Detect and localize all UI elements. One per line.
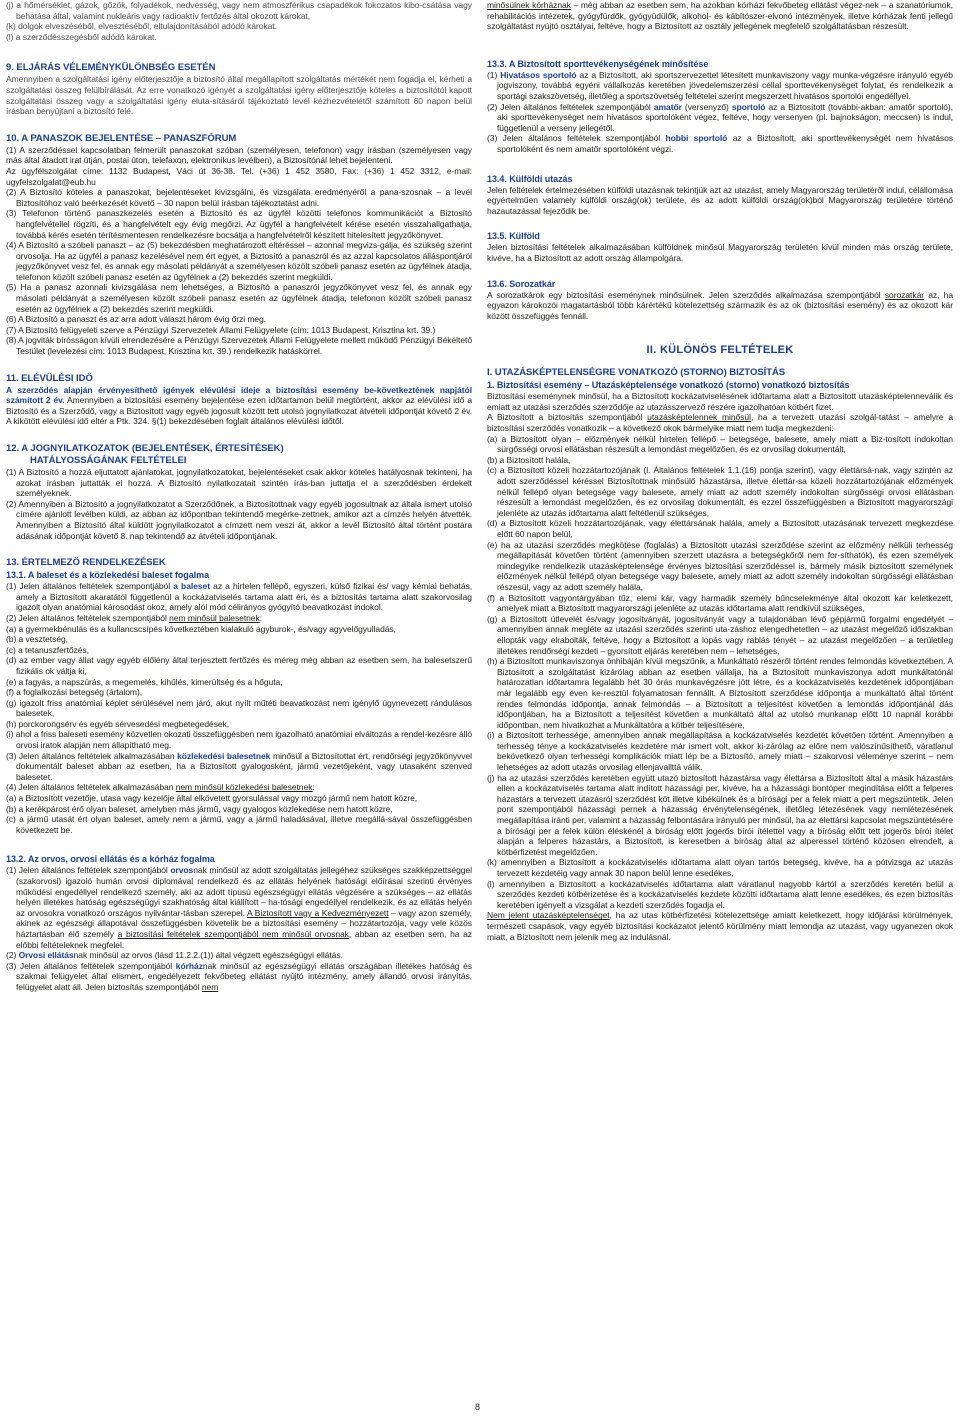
part-2-heading: II. KÜLÖNÖS FELTÉTELEK (646, 344, 794, 357)
storno-reason-c: (c) a Biztosított közeli hozzátartozójának (l. Általános feltételek 1.1.(16) pontja szerint), vagy élettársá-nak, vagy szintén az adott szerződéssel kéréssel Biztosítottnak minősülő házastársa, illetve élettár-sa közeli hozzátartozójának előzmények nélkül fellépő olyan betegsége vagy balesete, amely miatt az adott személy indokoltan sürgősségi orvosi ellátásban részesült a lemondást megelőzően, és ez orvosilag dokumentált, és ezzel összefüggésben a Biztosított magyarországi jelenléte az utazás időtartama alatt feltétlenül szükséges, (487, 465, 953, 518)
hospital-definition: (3) Jelen általános feltételek szempontjából kórháznak minősül az egészségügyi ellátás országában illetékes hatóság és szakmai felügyelet által elismert, engedélyezett fekvőbeteg ellátást nyújtó intézmény, amely állandó orvosi irányítás, felügyelet alatt áll. Jelen biztosítás szempontjából nem (6, 960, 472, 992)
section-11-text: A szerződés alapján érvényesíthető igények elévülési ideje a biztosítási esemény be-következtének napjától számított 2 év. Amennyiben a biztosítási esemény bejelentése ezen időtartamon belül megtörtént, akkor az elévülési idő a Biztosító és a Szerződő, vagy a Biztosított vagy egyéb jogosult között tett utolsó jognyilatkozat átvételi időpontját követő 2 év. A kikötött elévülési idő eltér a Ptk. 324. §(1) bekezdésében foglalt általános elévülési időtől. (6, 384, 472, 427)
storno-reason-j: (j) ha az utazási szerződés keretében együtt utazó biztosított házastársa vagy élettársa a Biztosított által a másik házastárs ellen a kockázatviselés tartama alatt indított házassági per, kivéve, ha a házassági bontóper megindítása előtt a felperes házastárs a tervezett utazásról szerződést köt illetve kibékülnek és a bírósági per a felek miatt a pert megszüntetik. Jelen pont szempontjából házassági pernek a házasság érvénytelenségének, illetőleg létezésének vagy nemlétezésének megállapítása iránti per, valamint a házasság felbontására irányuló per minősül, ha az élettársi kapcsolat megszüntetésére a bírósági per a felek külön éléskénél a bíróság előtt jogerős bírói ítélettel vagy a bíróság előtt tett jogerős bírói ítélet alapján a felperes házastárs, a Biztosított, is keresetben a bíróság által az alperessel történő közösen elrendelt, a kötbérfizetést megelőzően. (487, 772, 953, 857)
professional-athlete-definition: (1) Hivatásos sportoló az a Biztosított, aki sportszervezettel létesített munkaviszony vagy munka-végzésre irányuló egyéb jogviszony, továbbá egyéni vállalkozás keretében jövedelemszerzési céllal sporttevékenységet folytat, és rendelkezik a sportági szakszövetség, illetőleg a sportszövetség feltételei szerint megszerzett hivatásos sportolói engedéllyel. (487, 69, 953, 101)
section-I-1-para-2: A Biztosított a biztosítás szempontjából utazásképtelennek minősül, ha a tervezett utazási szolgál-tatást – amelyre a biztosítási szerződés vonatkozik – a következő okok bármelyike miatt nem tudja megkezdeni: (487, 412, 953, 434)
not-accident-item-e: (e) a fagyás, a napszúrás, a megemelés, kihűlés, kimerültség és a hőguta, (6, 676, 283, 687)
section-10-para-8: (8) A jogviták bírósságon kívüli elrendezésére a Pénzügyi Szervezetek Állami Felügyelete mellett működő Pénzügyi Békéltető Testület (levelezési cím: 1013 Budapest, Krisztina krt. 39.) rendelkezik hatáskörrel. (6, 335, 472, 357)
customer-service-address: Az ügyfélszolgálat címe: 1132 Budapest, Váci út 36-38. Tel. (+36) 1 452 3580, Fax: (+36) 1 452 3312, e-mail: ugyfelszolgalat@eub.hu (6, 165, 472, 187)
limitation-period-statement: A szerződés alapján érvényesíthető igények elévülési ideje a biztosítási esemény be-következtének napjától számított 2 év. (6, 384, 472, 406)
storno-reason-k: (k) amennyiben a Biztosított a kockázatviselés időtartama alatt olyan tartós betegség, kivéve, ha a pótvizsga az utazás tervezett kezdetéig vagy annak 30 napon belül lenne esedékes, (487, 857, 953, 878)
not-accident-item-a: (a) a gyermekbénulás és a kullancscsípés következtében kialakuló agyburok-, és/vagy agyvelőgyulladás, (6, 623, 396, 634)
not-accident-item-h: (h) porckorongsérv és egyéb sérvesedési megbetegedések, (6, 718, 230, 729)
section-13-1-heading: 13.1. A baleset és a közlekedési baleset fogalma (6, 570, 210, 581)
section-10-para-2: (2) A Biztosító köteles a panaszokat, bejelentéseket kivizsgálni, és vizsgálata eredményéről a pana-szosnak – a levél Biztosítóhoz való beérkezését követő – 30 napon belül írásban tájékoztatást adni. (6, 187, 472, 208)
not-accident-item-c: (c) a tetanuszfertőzés, (6, 644, 89, 655)
not-accident-intro: (2) Jelen általános feltételek szempontjából nem minősül balesetnek: (6, 612, 262, 623)
section-12-heading: 12. A JOGNYILATKOZATOK (BEJELENTÉSEK, ÉRTESÍTÉSEK) (6, 443, 284, 454)
storno-reason-d: (d) a Biztosított közeli hozzátartozójának, vagy élettársának halála, amely a Biztosított utazásának tervezett megkezdése előtt 60 napon belül, (487, 518, 953, 539)
section-12-heading-line-2: HATÁLYOSSÁGÁNAK FELTÉTELEI (30, 455, 187, 466)
storno-reason-h: (h) a Biztosított munkaviszonya önhibáján kívül megszűnik, a Munkáltató részéről történt rendes felmondás következtében. A Biztosított a szolgáltatást kizárólag abban az esetben vállalja, ha a Biztosított munkaviszonya adott munkáltatónál határozatlan időtartamra legalább hét 30 órás munkavégzésre jött létre, és a kockázatviselés kezdetének időpontjában már legalább egy éven ke-resztül folyamatosan fennállt. A Biztosított szerződése időpontja a munkáltató által történt rendes felmondás időpontja, annak felmondás – a Biztosított a teljesítést követően a lemondás időpontjánál dás időpontjában, ha a Biztosított a teljesítést követően a munkáltató által az utolsó munkanap előtt 10 napnál korábbi időpontban, nem hivatkozhat a Munkáltatóra a kötbér teljesítésére, (487, 656, 953, 730)
not-traffic-accident-item-b: (b) a kerékpárost érő olyan baleset, amelyben más jármű, vagy gyalogos közlekedése nem hatott közre, (6, 803, 393, 814)
accident-definition: (1) Jelen általános feltételek szempontjából a baleset az a hirtelen fellépő, egyszeri, külső fizikai és/ vagy kémiai behatás, amely a Biztosított akaratától függetlenül a kockázatviselés tartama alatt éri, és a biztosítás tartama alatt szakorvosilag igazolt olyan anatómiai károsodást okoz, amely alól mód célirányos gyógyító beavatkozást indokol. (6, 581, 473, 613)
not-accident-item-d: (d) az ember vagy állat vagy egyéb élőlény által terjesztett fertőzés és méreg még abban az esetben sem, ha balesetszerű fizikális ok váltja ki, (6, 655, 472, 676)
not-traffic-accident-item-a: (a) a Biztosított vezetője, utasa vagy kezelője által elkövetett gyorsulással vagy mozgó jármű nem hatott közre, (6, 793, 418, 804)
exclusion-item-k: (k) dolgok elveszéséből, elvesztéséből, eltulajdonításából adódó károkat. (6, 21, 277, 32)
doctor-definition: (1) Jelen általános feltételek szempontjából orvosnak minősül az adott szolgáltatás jellegéhez szükséges szakképzettséggel (szakorvosi) igazoló humán orvosi diplomával rendelkező és az ellátás helyének hatósági előírásai szerinti érvényes működési engedéllyel rendelkező személy, aki az adott típusú egészségügyi ellátás végzésére a szükséges – az ellátás helyén illetékes hatóság egészségügyi szakhatóság által kiállított – ha-tósági engedéllyel rendelkezik, és az ellátás helyén az orvosokra vonatkozó országos nyilvántar-tásban szerepel. A Biztosított vagy a Kedvezményezett – vagy azon személy, akinek az egészségi állapotával összefüggésben követelik be a biztosítási esemény – hozzátartozója, vagy vele közös háztartásban élő személy a biztosítási feltételek szempontjából nem minősül orvosnak, abban az esetben sem, ha az előbbi feltételeknek megfelel. (6, 865, 473, 950)
not-accident-item-i: (i) ahol a friss baleseti esemény közvetlen okozati összefüggésben nem igazolható anatómiai elváltozás a rendel-kezésre álló orvosi iratok alapján nem állapítható meg. (6, 729, 472, 751)
section-13-4-heading: 13.4. Külföldi utazás (487, 173, 573, 184)
section-I-1-heading: 1. Biztosítási esemény – Utazásképtelensége vonatkozó (storno) vonatkozó biztosítás (487, 380, 850, 391)
section-11-heading: 11. ELÉVÜLÉSI IDŐ (6, 372, 93, 384)
section-I-1-para-1: Biztosítási eseménynek minősül, ha a Biztosított kockázatviselésének időtartama alatt a Biztosított utazásképtelenneválik és emiatt az utazási szerződés szerződője az utazásszervező részére igazolhatóan kötbért fizet. (487, 391, 953, 412)
not-accident-item-b: (b) a vesztetség, (6, 634, 68, 645)
section-9-text: Amennyiben a szolgáltatási igény előterjesztője a biztosító által megállapított szolgáltatás mértékét nem fogadja el, kérheti a szolgáltatási összeg felülbírálását. Az erre vonatkozó igényét a szolgáltatási igény előterjesztője köteles a biztosítótól kapott szolgáltatási összeg vagy a szolgáltatási igény eluta-sításáról tájékoztató levél kézhezvételétől számított 60 napon belül írásban benyújtani a biztosító felé. (6, 74, 472, 117)
section-12-para-2: (2) Amennyiben a Biztosító a jognyilatkozatot a Szerződőnek, a Biztosítottnak vagy egyéb jogosultnak az általa ismert utolsó címére ajánlott levélben küldi, az abban az időpontban tekintendő megérke-zettnek, amikor azt a címzés helyén átvették. Amennyiben a Biztosító által küldött jognyilatkozatot a címzett nem veszi át, akkor a levél Biztosító által történt postára adásának időpontját követő 8. nap tekintendő az átvételi időpontjának. (6, 498, 472, 541)
section-13-2-heading: 13.2. Az orvos, orvosi ellátás és a kórház fogalma (6, 854, 215, 865)
not-accident-item-g: (g) igazolt friss anatómiai képlet sérülésével nem járó, akut nyílt műtéti beavatkozást nem igénylő úgynevezett rándulásos balesetek, (6, 697, 472, 719)
section-10-para-1: (1) A szerződéssel kapcsolatban felmerült panaszokat szóban (személyesen, telefonon) vagy írásban (személyesen vagy más által átadott irat útján, postai úton, telefaxon, elektronikus levélben), a Biztosítónál lehet bejelenteni. (6, 144, 472, 166)
section-13-3-heading: 13.3. A Biztosított sporttevékenységének minősítése (487, 58, 709, 69)
exclusion-item-j: (j) a hőmérséklet, gázok, gőzök, folyadékok, nedvesség, vagy nem atmoszférikus csapadékok fokozatos kibo-csátása vagy behatása által, valamint nukleáris vagy radioaktív fertőzés által okozott károkat, (6, 0, 472, 21)
section-13-6-text: A sorozatkárok egy biztosítási eseménynek minősülnek. Jelen szerződés alkalmazása szempontjából sorozatkár az, ha egyazon károkozói magatartásból több kárértékű kötelezettség származik és az ok (biztosítási esemény) és az okozott kár között összefüggés fennáll. (487, 289, 953, 321)
section-13-heading: 13. ÉRTELMEZŐ RENDELKEZÉSEK (6, 557, 166, 569)
right-column (487, 0, 953, 942)
section-10-para-5: (5) Ha a panasz azonnali kivizsgálása nem lehetséges, a Biztosító a panaszról jegyzőkönyvet vesz fel, és annak egy másolati példányát a személyesen közölt szóbeli panasz esetén az ügyfélnek átadja, telefonon közölt szóbeli panasz esetén az ügyfélnek a (2) bekezdés szerint megküldi. (6, 282, 472, 314)
section-13-4-text: Jelen feltételek értelmezésében külföldi utazásnak tekintjük azt az utazást, amely Magyarország területéről indul, célállomása egyértelműen valamely külföldi ország(ok) területe, és az adott külföldi ország(ok)ból Magyarország területére történő hazautazással fejeződik be. (487, 184, 953, 216)
section-13-5-text: Jelen biztosítási feltételek alkalmazásában külföldnek minősül Magyarország területén kívül minden más ország területe, kivéve, ha a Biztosított az adott ország állampolgára. (487, 242, 953, 263)
section-10-heading: 10. A PANASZOK BEJELENTÉSE – PANASZFÓRUM (6, 132, 237, 144)
section-10-para-7: (7) A Biztosító felügyeleti szerve a Pénzügyi Szervezetek Állami Felügyelete (cím: 1013 Budapest, Krisztina krt. 39.) (6, 324, 436, 335)
exclusion-item-l: (l) a szerződésszegésből adódó károkat. (6, 31, 157, 42)
hospital-definition-continued: minősülnek kórháznak – még abban az esetben sem, ha azokban kórházi fekvőbeteg ellátást végez-nek – a szanatóriumok, rehabilitációs intézetek, gyógyfürdők, gyógyüdülők, alkohol- és kábítószer-elvonó intézmények, illetve kórházak fenti jellegű szolgáltatást nyújtó osztályai, feltéve, hogy a Biztosított az osztály jellegének megfelelő szolgáltatásban részesült. (487, 0, 953, 32)
section-I-heading: I. UTAZÁSKÉPTELENSÉGRE VONATKOZÓ (STORNO) BIZTOSÍTÁS (487, 367, 786, 379)
left-column (6, 0, 472, 993)
traffic-accident-definition: (3) Jelen általános feltételek alkalmazásában közlekedési balesetnek minősül a Biztosítottat ért, rendőrségi jegyzőkönyvvel dokumentált baleset abban az esetben, ha a Biztosított gyalogosként, jármű vezetőjeként, vagy utasaként szenved balesetet. (6, 750, 472, 782)
not-travel-incapacity-note: Nem jelent utazásképtelenséget, ha az utas kötbérfizetési kötelezettsége amiatt keletkezett, hogy időjárási körülmények, természeti csapások, vagy egyéb biztosítási kockázatot jelentő körülmény miatt lemondja az utazást, vagy ugyanezen okok miatt, a Biztosított nem jelenik meg az indulásnál. (487, 910, 953, 942)
not-traffic-accident-item-c: (c) a jármű utasát ért olyan baleset, amely nem a jármű, vagy a jármű haladásával, illetve megállá-sával összefüggésben következett be. (6, 814, 472, 835)
storno-reason-a: (a) a Biztosított olyan – előzmények nélkül hirtelen fellépő – betegsége, balesete, amely miatt a Biz-tosított indokoltan sürgősségi orvosi ellátásban részesült a lemondást megelőzően, és ez orvosilag dokumentált, (487, 433, 953, 455)
storno-reason-f: (f) a Biztosított vagyontárgyában tűz, elemi kár, vagy harmadik személy bűncselekménye által okozott kár keletkezett, amelyek miatt a Biztosított magyarországi jelenléte az utazás időtartama alatt rendkívül szükséges, (487, 592, 953, 614)
section-10-para-4: (4) A Biztosító a szóbeli panaszt – az (5) bekezdésben meghatározott eltéréssel – azonnal megvizs-gálja, és szükség szerint orvosolja. Ha az ügyfél a panasz kezelésével nem ért egyet, a Biztosító a panaszról és az azzal kapcsolatos álláspontjáról jegyzőkönyvet vesz fel, és annak egy másolati példányát a személyesen közölt szóbeli panasz esetén az ügyfélnek átadja, telefonon közölt szóbeli panasz esetén az ügyfélnek a (2) bekezdés szerint megküldi. (6, 240, 472, 282)
storno-reason-b: (b) a Biztosított halála, (487, 454, 571, 465)
not-traffic-accident-intro: (4) Jelen általános feltételek alkalmazásában nem minősül közlekedési balesetnek: (6, 782, 315, 793)
section-9-heading: 9. ELJÁRÁS VÉLEMÉNYKÜLÖNBSÉG ESETÉN (6, 62, 216, 74)
section-10-para-3: (3) Telefonon történő panaszkezelés esetén a Biztosító és az ügyfél közötti telefonos kommunikációt a Biztosító hangfelvétellel rögzíti, és a hangfelvételt egy évig megőrzi. Az ügyfél a hangfelvételt kérése esetén visszahallgathatja, továbbá kérés esetén térítésmentesen rendelkezésre bocsátja a hangfelvételről készített hitelesített jegyzőkönyvet. (6, 208, 472, 240)
section-12-para-1: (1) A Biztosító a hozzá eljuttatott ajánlatokat, jognyilatkozatokat, bejelentéseket csak akkor köteles hatályosnak tekinteni, ha azokat írásban juttatták el hozzá. A Biztosító nyilatkozatait szintén írás-ban juttatja el a szerződésben érdekelt személyeknek. (6, 467, 472, 499)
page-number: 8 (475, 1402, 481, 1412)
not-accident-item-f: (f) a foglalkozási betegség (ártalom), (6, 687, 143, 698)
section-13-5-heading: 13.5. Külföld (487, 231, 540, 242)
medical-care-definition: (2) Orvosi ellátásnak minősül az orvos (lásd 11.2.2.(1)) által végzett egészségügyi ellátás. (6, 950, 343, 961)
storno-reason-l: (l) amennyiben a Biztosított a kockázatviselés időtartama alatt váratlanul nagyobb kártól a szerződés keretén belül a szerződés kezdeti kötbérizetése és a kockázatviselés kezdete közötti időtartama alatt lenne esedékes, és ezen biztosítás keretében igényelt a vizsgálat a kezdeti szerződés fogadja el. (487, 878, 953, 910)
section-13-6-heading: 13.6. Sorozatkár (487, 278, 556, 289)
hobby-athlete-definition: (3) Jelen általános feltételek szempontjából hobbi sportoló az a Biztosított, aki sporttevékenységét nem hivatásos sportolóként és nem amatőr sportolóként végzi. (487, 133, 953, 154)
storno-reason-g: (g) a Biztosított útlevelét és/vagy jogosítványát, jogosítványát vagy a tulajdonában lévő gépjármű forgalmi engedélyét – amennyiben annak megléte az utazási szerződés szerinti uta-záshoz elengedhetetlen – az utazást megelőző időszakban ellopták vagy elrabolták, feltéve, hogy a Biztosított a lopás vagy rablás tényét – az utazást megelőzően – a területileg illetékes rendőrségi kezdeti – gyorsított eljárás keretében nem – lehetséges, (487, 613, 953, 656)
amateur-athlete-definition: (2) Jelen általános feltételek szempontjából amatőr (versenyző) sportoló az a Biztosított (további-akban: amatőr sportoló), aki sporttevékenységet nem hivatásos sportolóként végez, feltéve, hogy versenyen (pl. bajnokságon, meccsen) is indul, függetlenül a verseny jellegétől. (487, 101, 953, 133)
storno-reason-e: (e) ha az utazási szerződés megkötése (foglalás) a Biztosított utazási szerződése szerint az előzmény nélküli terhesség megállapítását követően történt (amennyiben szerzett utazásra a betegségkőről nem for-síthatók), és ezen személyek mindegyike rendelkezik utazásképtelensége érvényes biztosítási szerződéssel is, bármely másik biztosított személynek előzmények nélkül fellépő olyan betegsége vagy balesete, amely miatt az adott személy indokoltan sürgősségi ellátásban részesül, vagy az adott személy halála, (487, 539, 953, 592)
section-10-para-6: (6) A Biztosító a panaszt és az arra adott választ három évig őrzi meg. (6, 314, 267, 325)
storno-reason-i: (i) a Biztosított terhessége, amennyiben annak megállapítása a kockázatviselés kezdetét követően történt. Amennyiben a terhesség ténye a kockázatviselés kezdetére már ismert volt, akkor ki-zárólag az előre nem valószínűsíthető, váratlanul bekövetkező olyan terhességi komplikációk miatt lép be a Biztosító, amely miatt – szakorvosi véleménye szerint – nem lehetséges az adott utazás orvosilag ellenjavallttá válik. (487, 730, 953, 773)
